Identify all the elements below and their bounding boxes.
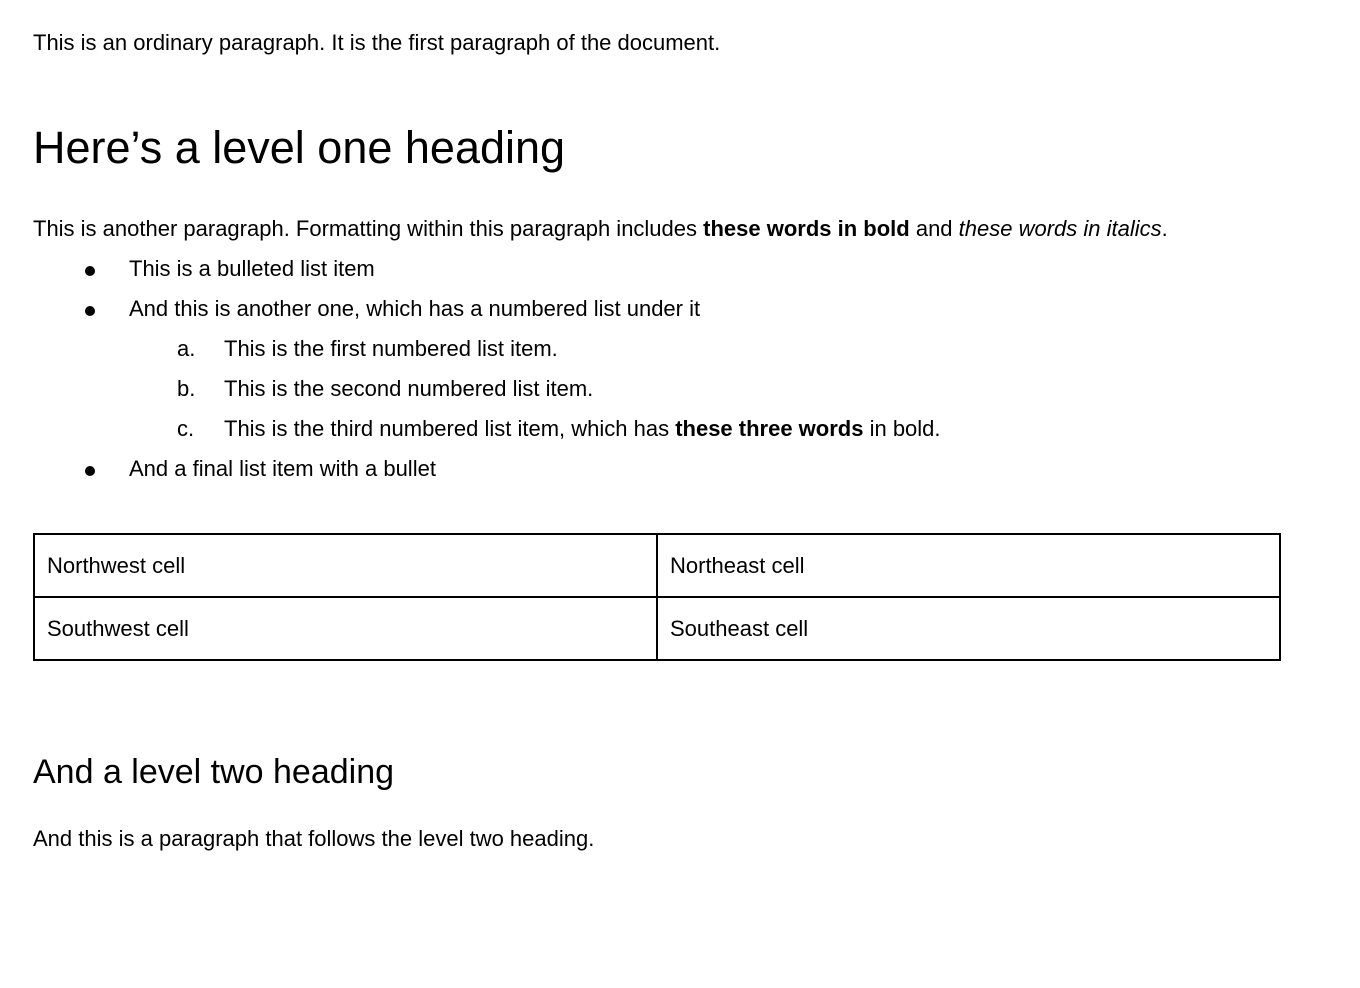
text-run: in bold. [863, 416, 941, 441]
numbered-list-item [129, 329, 1281, 369]
bullet-item-text: And this is another one, which has a numbered list under it [129, 296, 701, 321]
text-run: . [1161, 216, 1168, 241]
table-cell-northeast: Northeast cell [657, 534, 1280, 597]
numbered-list [129, 329, 1281, 449]
table-row [34, 534, 1280, 597]
bullet-icon [85, 266, 95, 276]
document-table [33, 533, 1281, 661]
bullet-icon [85, 306, 95, 316]
bullet-item-text: And a final list item with a bullet [129, 456, 436, 481]
paragraph-first: This is an ordinary paragraph. It is the first paragraph of the document. [33, 30, 721, 55]
numbered-item-text: This is the third numbered list item, which has [224, 416, 676, 441]
list-marker: a. [177, 336, 196, 361]
text-run: This is another paragraph. Formatting within this paragraph includes [33, 216, 704, 241]
table-cell-southeast: Southeast cell [657, 597, 1280, 660]
bulleted-list [33, 249, 1281, 489]
bullet-list-item [33, 449, 1281, 489]
heading-level-1: Here’s a level one heading [33, 122, 566, 173]
paragraph-formatted [33, 209, 1281, 249]
italic-text-run: these words in italics [958, 216, 1162, 241]
numbered-list-item [129, 409, 1281, 449]
bold-text-run: these words in bold [703, 216, 910, 241]
bullet-item-text: This is a bulleted list item [129, 256, 375, 281]
numbered-item-text: This is the first numbered list item. [224, 336, 558, 361]
paragraph-last: And this is a paragraph that follows the level two heading. [33, 826, 595, 851]
table-row [34, 597, 1280, 660]
heading-level-2: And a level two heading [33, 753, 395, 791]
list-marker: c. [177, 416, 195, 441]
table-cell-northwest: Northwest cell [34, 534, 657, 597]
bullet-icon [85, 466, 95, 476]
numbered-item-text: This is the second numbered list item. [224, 376, 594, 401]
bullet-list-item [33, 249, 1281, 289]
text-run: and [909, 216, 959, 241]
list-marker: b. [177, 376, 196, 401]
bullet-list-item [33, 289, 1281, 449]
table-cell-southwest: Southwest cell [34, 597, 657, 660]
numbered-list-item [129, 369, 1281, 409]
bold-text-run: these three words [675, 416, 864, 441]
